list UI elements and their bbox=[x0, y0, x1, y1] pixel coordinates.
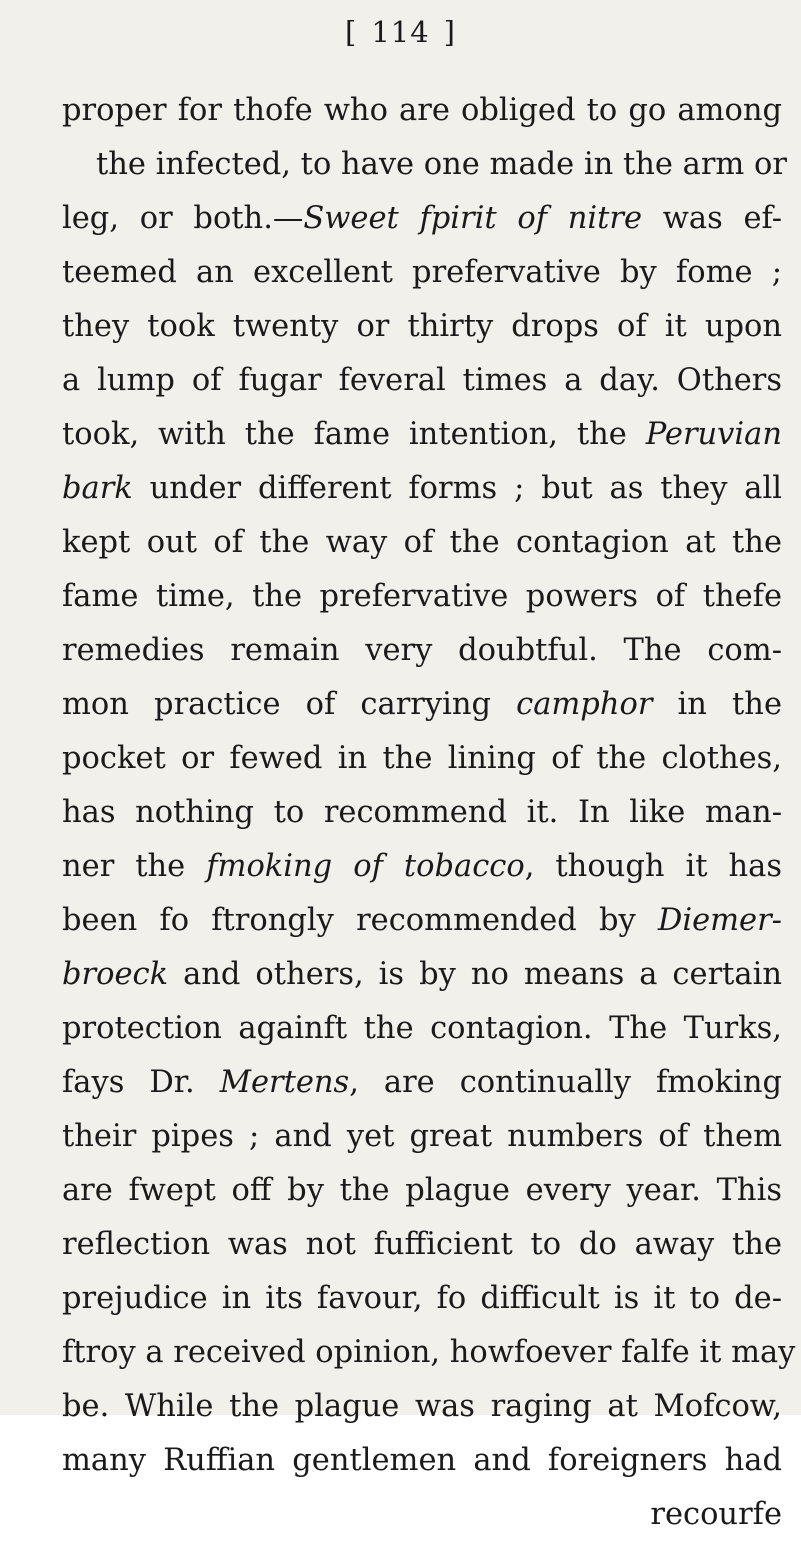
text-line bbox=[62, 1272, 782, 1326]
text-run: fame time, the prefervative powers of thefe bbox=[62, 579, 782, 614]
text-run: ftroy a received opinion, howfoever falfe it may bbox=[62, 1335, 796, 1370]
text-run: be. While the plague was raging at Mofcow, bbox=[62, 1389, 782, 1424]
body-text bbox=[62, 84, 796, 1542]
text-line bbox=[62, 732, 782, 786]
text-run: fays Dr. bbox=[62, 1065, 220, 1100]
text-line bbox=[62, 192, 782, 246]
text-line bbox=[62, 1056, 782, 1110]
text-line bbox=[62, 1110, 782, 1164]
text-run: teemed an excellent prefervative by fome ; bbox=[62, 255, 782, 290]
text-run: mon practice of carrying bbox=[62, 687, 517, 722]
page-number: 114 bbox=[371, 15, 430, 49]
text-line bbox=[62, 840, 782, 894]
text-line bbox=[62, 516, 782, 570]
text-line bbox=[62, 948, 782, 1002]
text-run: proper for thofe who are obliged to go among bbox=[62, 93, 782, 128]
text-run: in the bbox=[652, 687, 782, 722]
text-line bbox=[62, 1002, 782, 1056]
italic-phrase: Diemer- bbox=[657, 903, 782, 938]
italic-phrase: Sweet fpirit of nitre bbox=[303, 201, 643, 236]
text-run: prejudice in its favour, fo difficult is it to de- bbox=[62, 1281, 782, 1316]
text-line bbox=[62, 84, 782, 138]
text-run: many Ruffian gentlemen and foreigners had bbox=[62, 1443, 782, 1478]
text-line bbox=[62, 408, 782, 462]
text-run: they took twenty or thirty drops of it upon bbox=[62, 309, 782, 344]
text-line bbox=[62, 786, 782, 840]
italic-phrase: camphor bbox=[516, 687, 653, 722]
header-bracket-open: [ bbox=[344, 15, 358, 49]
header-bracket-close: ] bbox=[443, 15, 456, 49]
text-line bbox=[62, 570, 782, 624]
text-line bbox=[62, 1326, 796, 1380]
text-run: and others, is by no means a certain bbox=[168, 957, 782, 992]
text-run: a lump of fugar feveral times a day. Others bbox=[62, 363, 782, 398]
text-line bbox=[62, 1380, 782, 1434]
text-line bbox=[62, 1434, 782, 1488]
text-run: protection againft the contagion. The Turks, bbox=[62, 1011, 782, 1046]
text-run: are fwept off by the plague every year. This bbox=[62, 1173, 782, 1208]
text-run: their pipes ; and yet great numbers of them bbox=[62, 1119, 782, 1154]
text-run: pocket or fewed in the lining of the clothes, bbox=[62, 741, 782, 776]
text-run: remedies remain very doubtful. The com- bbox=[62, 633, 782, 668]
text-run: took, with the fame intention, the bbox=[62, 417, 646, 452]
text-run: ner the bbox=[62, 849, 207, 884]
text-run: recourfe bbox=[650, 1497, 782, 1532]
text-line bbox=[62, 300, 782, 354]
text-run: the infected, to have one made in the arm or bbox=[96, 147, 787, 182]
page-header bbox=[0, 14, 801, 50]
text-run: reflection was not fufficient to do away the bbox=[62, 1227, 782, 1262]
text-run: been fo ftrongly recommended by bbox=[62, 903, 658, 938]
italic-phrase: broeck bbox=[62, 957, 169, 992]
text-line bbox=[62, 1164, 782, 1218]
text-run: has nothing to recommend it. In like man- bbox=[62, 795, 782, 830]
text-line bbox=[62, 624, 782, 678]
text-run: , though it has bbox=[524, 849, 782, 884]
italic-phrase: Mertens bbox=[219, 1065, 350, 1100]
text-line bbox=[62, 894, 782, 948]
text-line bbox=[62, 1218, 782, 1272]
text-line bbox=[62, 462, 782, 516]
text-line bbox=[62, 678, 782, 732]
text-run: was ef- bbox=[642, 201, 782, 236]
italic-phrase: Peruvian bbox=[645, 417, 782, 452]
italic-phrase: bark bbox=[62, 471, 133, 506]
text-run: kept out of the way of the contagion at the bbox=[62, 525, 782, 560]
text-line bbox=[62, 246, 782, 300]
text-line bbox=[62, 138, 787, 192]
text-line bbox=[62, 1488, 782, 1542]
text-run: leg, or both.— bbox=[62, 201, 304, 236]
text-line bbox=[62, 354, 782, 408]
text-run: , are continually fmoking bbox=[349, 1065, 782, 1100]
text-run: under different forms ; but as they all bbox=[132, 471, 782, 506]
italic-phrase: fmoking of tobacco bbox=[206, 849, 525, 884]
